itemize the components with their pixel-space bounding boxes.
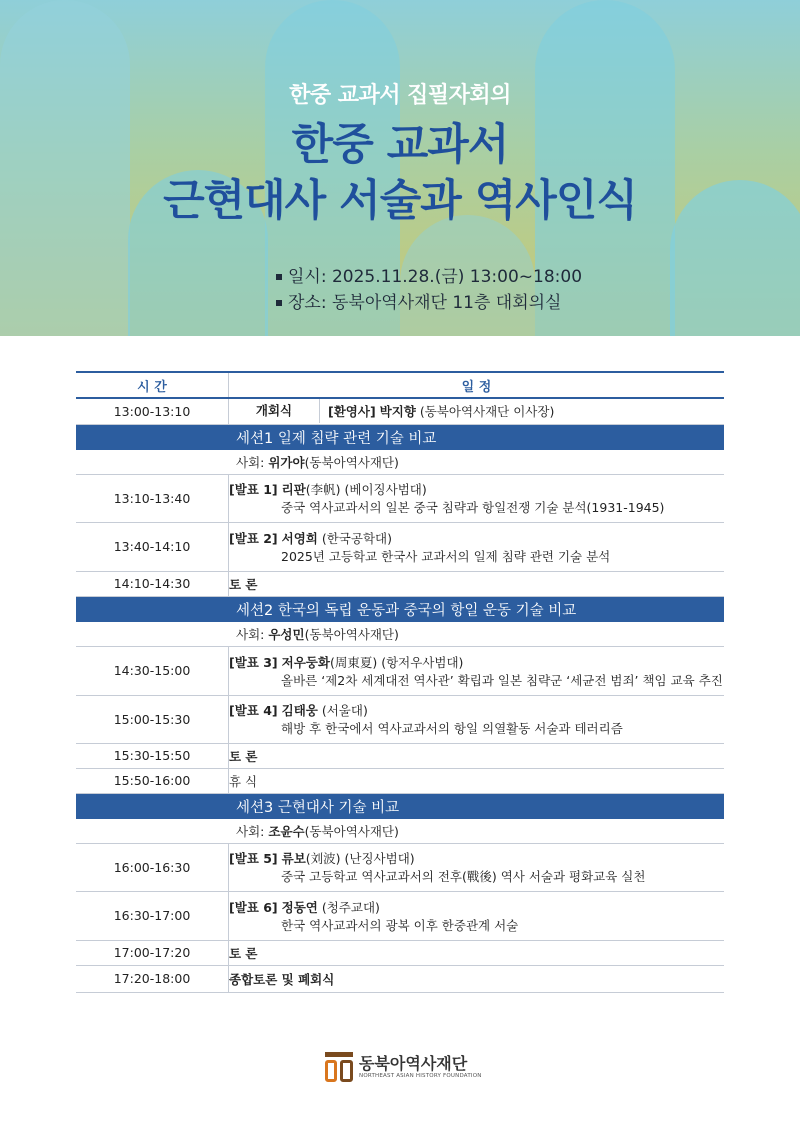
discussion-row (76, 571, 724, 596)
moderator-prefix: 사회: (236, 823, 265, 839)
moderator-affil: (동북아역사재단) (304, 823, 399, 839)
presentation-tag: [발표 2] (229, 530, 278, 546)
presenter-name-hanja: (刘波) (305, 851, 341, 866)
opening-affil: (동북아역사재단 이사장) (419, 404, 555, 420)
presentation-tag: [발표 5] (229, 851, 278, 866)
presenter-affil: (서울대) (321, 703, 368, 718)
session-title: 세션2 한국의 독립 운동과 중국의 항일 운동 기술 비교 (236, 602, 577, 619)
presentation-title: 중국 고등학교 역사교과서의 전후(戰後) 역사 서술과 평화교육 실천 (281, 869, 646, 884)
session-header (76, 596, 724, 622)
event-title-line2: 근현대사 서술과 역사인식 (163, 176, 637, 226)
time-cell: 13:10-13:40 (76, 474, 229, 522)
event-venue (276, 288, 561, 313)
presenter-affil: (한국공학대) (321, 530, 392, 546)
presentation-title: 중국 역사교과서의 일본 중국 침략과 항일전쟁 기술 분석(1931-1945) (281, 500, 665, 515)
time-cell: 14:30-15:00 (76, 646, 229, 695)
presentation-tag: [발표 4] (229, 703, 278, 718)
presenter-affil: (항저우사범대) (381, 654, 464, 670)
time-cell: 15:30-15:50 (76, 743, 229, 768)
event-title-line1: 한중 교과서 (291, 120, 509, 170)
presenter-name: 김태웅 (281, 703, 318, 718)
presentation-title: 한국 역사교과서의 광복 이후 한중관계 서술 (281, 917, 519, 933)
discussion-label: 토 론 (229, 743, 725, 768)
break-row (76, 768, 724, 793)
presenter-name: 서영희 (281, 530, 318, 546)
moderator-prefix: 사회: (236, 454, 265, 470)
discussion-row (76, 940, 724, 965)
hero-banner (0, 0, 800, 336)
presenter-affil: (청주교대) (321, 899, 380, 915)
bullet-icon (276, 300, 282, 306)
presentation-title: 해방 후 한국에서 역사교과서의 항일 의열활동 서술과 테러리즘 (281, 721, 623, 736)
presenter-affil: (베이징사범대) (344, 482, 427, 497)
event-date-text: 일시: 2025.11.28.(금) 13:00~18:00 (288, 267, 583, 287)
presenter-name: 리판 (281, 482, 306, 497)
moderator-row (76, 450, 724, 475)
presentation-tag: [발표 1] (229, 482, 278, 497)
session-title: 세션3 근현대사 기술 비교 (236, 799, 400, 816)
emblem-left (325, 1060, 337, 1082)
closing-label: 종합토론 및 폐회식 (229, 965, 725, 992)
closing-row (76, 965, 724, 992)
opening-row (76, 398, 724, 424)
discussion-label: 토 론 (229, 571, 725, 596)
opening-label: 개회식 (229, 399, 320, 423)
event-venue-text: 장소: 동북아역사재단 11층 대회의실 (288, 293, 562, 313)
emblem-right (340, 1060, 353, 1082)
presenter-affil: (난징사범대) (344, 851, 415, 866)
foundation-emblem-icon (325, 1052, 353, 1082)
foundation-name-en: NORTHEAST ASIAN HISTORY FOUNDATION (359, 1073, 482, 1079)
moderator-name: 조윤수 (268, 823, 305, 839)
time-cell: 15:00-15:30 (76, 695, 229, 743)
presentation-row (76, 646, 724, 695)
moderator-affil: (동북아역사재단) (304, 454, 399, 470)
time-cell: 13:00-13:10 (76, 398, 229, 424)
moderator-row (76, 819, 724, 844)
presentation-tag: [발표 3] (229, 654, 278, 670)
session-title: 세션1 일제 침략 관련 기술 비교 (236, 430, 437, 447)
opening-tag: [환영사] (328, 404, 376, 420)
discussion-label: 토 론 (229, 940, 725, 965)
time-cell: 13:40-14:10 (76, 522, 229, 571)
moderator-row (76, 622, 724, 647)
time-cell: 16:30-17:00 (76, 891, 229, 940)
presentation-title: 2025년 고등학교 한국사 교과서의 일제 침략 관련 기술 분석 (281, 548, 611, 564)
foundation-name: 동북아역사재단 (359, 1054, 468, 1073)
moderator-affil: (동북아역사재단) (304, 626, 399, 642)
moderator-prefix: 사회: (236, 626, 265, 642)
break-label: 휴 식 (229, 768, 725, 793)
event-date (276, 262, 582, 287)
time-cell: 17:00-17:20 (76, 940, 229, 965)
presentation-tag: [발표 6] (229, 899, 278, 915)
presentation-title: 올바른 ‘제2차 세계대전 역사관’ 확립과 일본 침략군 ‘세균전 범죄’ 책임 교육 추진 (281, 672, 723, 688)
presenter-name: 저우둥화 (281, 654, 330, 670)
presentation-row (76, 843, 724, 891)
presentation-row (76, 695, 724, 743)
presentation-row (76, 891, 724, 940)
opening-speaker: 박지향 (379, 404, 416, 420)
bullet-icon (276, 274, 282, 280)
moderator-name: 위가야 (268, 454, 305, 470)
discussion-row (76, 743, 724, 768)
session-header (76, 793, 724, 819)
presenter-name: 류보 (281, 851, 306, 866)
moderator-name: 우성민 (268, 626, 305, 642)
presenter-name-hanja: (李帆) (305, 482, 341, 497)
time-cell: 16:00-16:30 (76, 843, 229, 891)
presenter-name: 정동연 (281, 899, 318, 915)
foundation-logo (325, 1052, 482, 1082)
event-subtitle: 한중 교과서 집필자회의 (289, 83, 511, 108)
schedule-table (76, 371, 724, 993)
presentation-row (76, 522, 724, 571)
time-cell: 14:10-14:30 (76, 571, 229, 596)
emblem-bar (325, 1052, 353, 1057)
table-header (76, 372, 724, 398)
header-schedule: 일 정 (229, 372, 725, 398)
time-cell: 15:50-16:00 (76, 768, 229, 793)
header-time: 시 간 (76, 372, 229, 398)
presenter-name-hanja: (周東夏) (329, 654, 378, 670)
session-header (76, 424, 724, 450)
time-cell: 17:20-18:00 (76, 965, 229, 992)
presentation-row (76, 474, 724, 522)
